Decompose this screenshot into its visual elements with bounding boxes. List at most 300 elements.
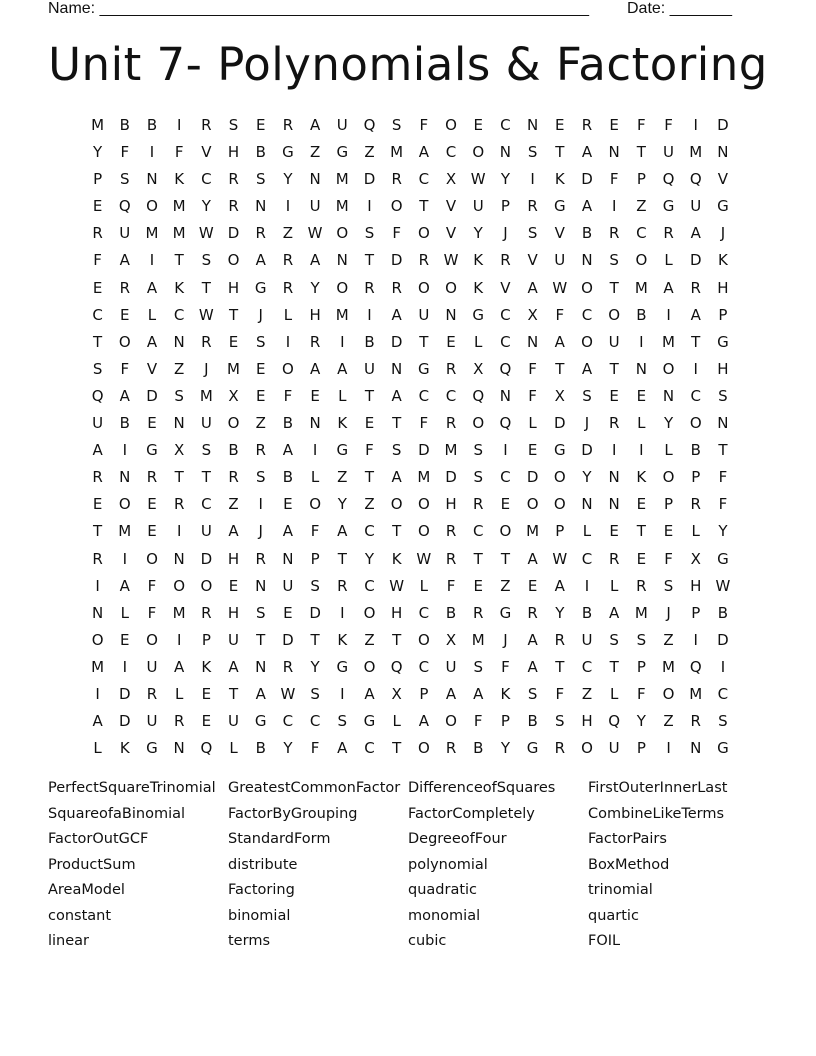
grid-letter: A (445, 684, 457, 703)
word-bank-item: quadratic (408, 882, 478, 898)
grid-letter: A (364, 684, 375, 703)
grid-letter: F (528, 386, 537, 405)
grid-letter: R (608, 224, 620, 243)
grid-letter: O (445, 116, 457, 134)
grid-letter: M (335, 305, 349, 324)
grid-letter: Y (310, 657, 320, 676)
grid-letter: A (119, 251, 130, 270)
grid-letter: P (691, 603, 701, 622)
grid-letter: F (310, 739, 320, 758)
grid-letter: J (204, 359, 209, 378)
grid-letter: P (310, 549, 320, 568)
grid-letter: R (500, 251, 511, 270)
grid-letter: D (390, 251, 403, 270)
grid-letter: I (176, 522, 182, 541)
grid-letter: I (340, 332, 345, 351)
grid-letter: E (255, 116, 266, 134)
grid-letter: T (93, 332, 103, 351)
grid-letter: C (581, 549, 593, 568)
grid-letter: I (693, 116, 698, 134)
grid-letter: M (634, 603, 648, 622)
grid-letter: G (418, 359, 430, 378)
word-bank-item: FactorByGrouping (228, 805, 358, 822)
grid-letter: P (636, 739, 646, 758)
word-bank-item: DegreeofFour (408, 831, 507, 847)
grid-letter: N (91, 603, 104, 622)
grid-letter: S (120, 170, 130, 189)
grid-letter: P (664, 495, 674, 514)
grid-letter: M (634, 278, 648, 297)
grid-letter: S (310, 684, 320, 703)
grid-letter: O (118, 332, 131, 351)
grid-letter: U (200, 414, 212, 433)
grid-letter: A (255, 684, 266, 703)
grid-letter: U (146, 657, 158, 676)
grid-letter: O (417, 630, 430, 649)
word-bank-item: PerfectSquareTrinomial (48, 780, 216, 796)
grid-letter: C (282, 712, 294, 731)
grid-letter: O (146, 549, 158, 568)
grid-letter: E (609, 522, 619, 541)
grid-letter: A (146, 332, 158, 351)
grid-letter: C (364, 576, 375, 595)
grid-letter: T (609, 657, 619, 676)
grid-letter: I (122, 441, 127, 460)
grid-letter: N (173, 414, 185, 433)
grid-letter: P (500, 197, 510, 216)
grid-letter: D (554, 414, 566, 433)
grid-letter: F (473, 712, 483, 731)
grid-letter: D (363, 170, 376, 189)
grid-letter: R (581, 116, 593, 134)
grid-letter: T (228, 684, 239, 703)
header-row (0, 0, 816, 20)
grid-letter: V (445, 224, 457, 243)
grid-letter: Z (364, 143, 375, 162)
grid-letter: X (445, 170, 457, 189)
grid-letter: I (367, 305, 372, 324)
grid-letter: B (636, 305, 647, 324)
grid-letter: S (527, 143, 538, 162)
grid-letter: N (173, 739, 185, 758)
grid-letter: Z (581, 684, 593, 703)
grid-letter: R (255, 224, 266, 243)
grid-letter: O (91, 630, 104, 649)
grid-letter: I (666, 739, 671, 758)
grid-letter: O (662, 684, 675, 703)
grid-letter: I (639, 441, 644, 460)
grid-letter: A (92, 712, 103, 731)
grid-letter: I (95, 576, 100, 595)
grid-letter: Q (118, 197, 131, 216)
grid-letter: N (309, 170, 321, 189)
grid-letter: E (228, 576, 239, 595)
grid-letter: K (174, 170, 185, 189)
grid-letter: Z (255, 414, 266, 433)
grid-letter: K (473, 278, 484, 297)
grid-letter: L (392, 712, 401, 731)
grid-letter: R (554, 630, 565, 649)
grid-letter: Z (282, 224, 294, 243)
grid-letter: R (690, 278, 701, 297)
grid-letter: B (581, 603, 593, 622)
grid-letter: A (309, 116, 321, 134)
grid-letter: O (662, 359, 675, 378)
grid-letter: R (445, 359, 457, 378)
word-bank-item: CombineLikeTerms (588, 805, 725, 822)
grid-letter: F (419, 414, 429, 433)
grid-letter: E (527, 441, 538, 460)
grid-letter: A (309, 359, 321, 378)
grid-letter: F (310, 522, 320, 541)
grid-letter: N (635, 359, 647, 378)
grid-letter: C (418, 170, 430, 189)
grid-letter: V (201, 143, 212, 162)
grid-letter: F (147, 603, 157, 622)
grid-letter: A (228, 657, 239, 676)
grid-letter: G (254, 712, 267, 731)
grid-letter: S (92, 359, 103, 378)
grid-letter: M (172, 603, 186, 622)
grid-letter: P (555, 522, 565, 541)
grid-letter: J (258, 522, 263, 541)
grid-letter: D (119, 684, 131, 703)
grid-letter: T (201, 468, 211, 487)
grid-letter: M (91, 657, 105, 676)
grid-letter: I (693, 359, 698, 378)
grid-letter: Y (473, 224, 483, 243)
grid-letter: O (309, 495, 321, 514)
grid-letter: S (609, 630, 619, 649)
grid-letter: O (553, 468, 566, 487)
grid-letter: G (146, 739, 158, 758)
grid-letter: G (553, 441, 566, 460)
grid-letter: N (119, 468, 131, 487)
grid-letter: E (663, 522, 674, 541)
grid-letter: Z (228, 495, 239, 514)
grid-letter: I (720, 657, 726, 676)
grid-letter: R (391, 278, 402, 297)
grid-letter: R (282, 251, 294, 270)
grid-letter: V (527, 251, 538, 270)
grid-letter: L (283, 305, 293, 324)
grid-letter: E (92, 495, 103, 514)
grid-letter: G (717, 332, 729, 351)
grid-letter: C (581, 305, 593, 324)
word-bank-item: GreatestCommonFactor (228, 780, 401, 796)
grid-letter: T (609, 278, 619, 297)
grid-letter: A (527, 549, 538, 568)
grid-letter: Q (662, 170, 675, 189)
grid-letter: A (609, 603, 620, 622)
grid-letter: I (693, 630, 698, 649)
grid-letter: U (608, 332, 620, 351)
date-field-line[interactable]: Date: _______ (627, 0, 732, 17)
grid-letter: I (639, 332, 644, 351)
grid-letter: N (608, 143, 620, 162)
grid-letter: Z (636, 197, 647, 216)
grid-letter: G (526, 739, 539, 758)
grid-letter: Y (500, 739, 510, 758)
grid-letter: C (201, 495, 212, 514)
grid-letter: T (174, 468, 184, 487)
grid-letter: R (636, 576, 647, 595)
grid-letter: O (417, 739, 430, 758)
grid-letter: F (93, 251, 102, 270)
grid-letter: G (472, 305, 485, 324)
grid-letter: O (363, 657, 376, 676)
grid-letter: K (391, 549, 402, 568)
grid-letter: M (526, 522, 540, 541)
word-bank-item: FactorPairs (588, 831, 667, 847)
grid-letter: O (227, 251, 240, 270)
grid-letter: O (445, 712, 457, 731)
grid-letter: T (392, 522, 402, 541)
grid-letter: T (392, 739, 402, 758)
grid-letter: T (636, 522, 646, 541)
grid-letter: M (444, 441, 458, 460)
grid-letter: C (418, 657, 430, 676)
grid-letter: N (662, 386, 675, 405)
grid-letter: F (120, 359, 130, 378)
grid-letter: Q (689, 657, 702, 676)
grid-letter: I (149, 251, 155, 270)
grid-letter: P (93, 170, 103, 189)
grid-letter: G (717, 739, 729, 758)
grid-letter: N (608, 468, 620, 487)
word-bank-item: constant (48, 907, 112, 924)
grid-letter: Z (174, 359, 185, 378)
grid-letter: E (147, 522, 157, 541)
grid-letter: R (201, 116, 212, 134)
grid-letter: O (417, 224, 430, 243)
grid-letter: K (174, 278, 185, 297)
grid-letter: I (122, 657, 127, 676)
grid-letter: U (363, 359, 375, 378)
word-bank-item: binomial (228, 907, 291, 924)
grid-letter: O (581, 739, 593, 758)
grid-letter: A (309, 251, 321, 270)
grid-letter: O (146, 630, 158, 649)
grid-letter: U (554, 251, 566, 270)
grid-letter: K (337, 414, 348, 433)
grid-letter: S (555, 712, 565, 731)
grid-letter: Z (663, 630, 674, 649)
word-bank-item: distribute (228, 856, 298, 873)
grid-letter: R (663, 224, 674, 243)
grid-letter: G (662, 197, 675, 216)
grid-letter: I (611, 441, 617, 460)
grid-letter: C (500, 305, 511, 324)
grid-letter: N (173, 549, 185, 568)
grid-letter: R (282, 278, 294, 297)
grid-letter: R (473, 495, 484, 514)
grid-letter: Q (499, 359, 512, 378)
grid-letter: C (445, 143, 457, 162)
grid-letter: V (500, 278, 511, 297)
grid-letter: B (581, 224, 593, 243)
grid-letter: H (227, 603, 240, 622)
grid-letter: I (340, 684, 345, 703)
grid-letter: Y (500, 170, 510, 189)
grid-letter: H (717, 359, 729, 378)
grid-letter: R (92, 549, 103, 568)
grid-letter: A (337, 522, 348, 541)
grid-letter: L (147, 305, 157, 324)
grid-letter: S (391, 116, 402, 134)
word-bank-item: AreaModel (48, 882, 125, 898)
grid-letter: O (282, 359, 294, 378)
grid-letter: R (445, 549, 457, 568)
grid-letter: G (336, 657, 349, 676)
grid-letter: X (473, 359, 484, 378)
grid-letter: R (554, 739, 565, 758)
grid-letter: D (200, 549, 213, 568)
grid-letter: H (309, 305, 321, 324)
word-bank-item: SquareofaBinomial (48, 805, 186, 822)
grid-letter: C (92, 305, 103, 324)
grid-letter: R (282, 116, 294, 134)
grid-letter: U (92, 414, 104, 433)
grid-letter: E (636, 549, 647, 568)
grid-letter: T (555, 657, 565, 676)
grid-letter: R (255, 441, 266, 460)
grid-letter: W (198, 305, 214, 324)
grid-letter: F (718, 468, 728, 487)
word-bank-item: FirstOuterInnerLast (588, 780, 728, 796)
grid-letter: N (255, 197, 267, 216)
grid-letter: Y (582, 468, 592, 487)
grid-letter: R (337, 576, 348, 595)
grid-letter: U (309, 197, 321, 216)
grid-letter: Y (663, 414, 674, 433)
grid-letter: E (283, 495, 293, 514)
grid-letter: Y (636, 712, 646, 731)
grid-letter: D (689, 251, 702, 270)
grid-letter: S (337, 712, 348, 731)
word-bank-item: monomial (408, 907, 481, 924)
grid-letter: E (609, 386, 619, 405)
grid-letter: Z (364, 495, 375, 514)
grid-letter: B (527, 712, 538, 731)
grid-letter: U (445, 657, 457, 676)
grid-letter: F (419, 116, 429, 134)
grid-letter: S (527, 224, 538, 243)
grid-letter: D (146, 386, 158, 405)
grid-letter: K (201, 657, 212, 676)
grid-letter: F (664, 116, 673, 134)
grid-letter: T (555, 143, 565, 162)
grid-letter: H (227, 278, 240, 297)
name-field-line[interactable]: Name: _______________________________________________________ (48, 0, 589, 17)
grid-letter: O (390, 495, 403, 514)
grid-letter: N (255, 657, 267, 676)
grid-letter: O (336, 224, 349, 243)
grid-letter: O (336, 278, 349, 297)
grid-letter: U (663, 143, 675, 162)
word-bank-item: DifferenceofSquares (408, 780, 556, 796)
grid-letter: S (255, 603, 266, 622)
grid-letter: N (581, 495, 593, 514)
grid-letter: S (473, 441, 483, 460)
grid-letter: B (119, 414, 130, 433)
grid-letter: D (717, 116, 729, 134)
word-bank-item: FactorOutGCF (48, 831, 149, 847)
grid-letter: E (446, 332, 456, 351)
grid-letter: J (584, 414, 590, 433)
grid-letter: F (501, 657, 510, 676)
grid-letter: Q (472, 386, 485, 405)
grid-letter: A (581, 143, 593, 162)
grid-letter: F (283, 386, 293, 405)
grid-letter: R (445, 522, 457, 541)
grid-letter: R (527, 603, 538, 622)
grid-letter: I (503, 441, 508, 460)
grid-letter: W (715, 576, 731, 595)
grid-letter: A (527, 278, 538, 297)
grid-letter: B (282, 414, 294, 433)
grid-letter: W (416, 549, 432, 568)
grid-letter: G (717, 549, 729, 568)
grid-letter: J (503, 630, 508, 649)
word-bank-item: terms (228, 933, 270, 949)
grid-letter: Q (689, 170, 702, 189)
grid-letter: M (199, 386, 213, 405)
grid-letter: B (228, 441, 239, 460)
grid-letter: R (473, 603, 484, 622)
grid-letter: Q (91, 386, 104, 405)
grid-letter: E (500, 495, 511, 514)
grid-letter: R (146, 684, 158, 703)
grid-letter: J (503, 224, 508, 243)
grid-letter: U (690, 197, 702, 216)
grid-letter: U (581, 630, 593, 649)
grid-letter: K (473, 251, 484, 270)
grid-letter: Z (337, 468, 348, 487)
grid-letter: A (418, 143, 429, 162)
grid-letter: A (581, 359, 593, 378)
grid-letter: P (201, 630, 211, 649)
word-bank-item: trinomial (588, 882, 653, 898)
grid-letter: K (717, 251, 728, 270)
grid-letter: G (553, 197, 566, 216)
grid-letter: O (227, 414, 240, 433)
grid-letter: W (552, 549, 568, 568)
grid-letter: A (690, 224, 701, 243)
grid-letter: S (228, 116, 239, 134)
grid-letter: E (92, 197, 103, 216)
grid-letter: H (227, 143, 240, 162)
grid-letter: O (417, 278, 430, 297)
grid-letter: O (472, 143, 485, 162)
grid-letter: R (201, 603, 212, 622)
grid-letter: O (146, 197, 158, 216)
grid-letter: O (553, 495, 566, 514)
grid-letter: C (309, 712, 321, 731)
grid-letter: F (392, 224, 401, 243)
grid-letter: F (609, 170, 619, 189)
grid-letter: A (554, 332, 565, 351)
grid-letter: X (527, 305, 538, 324)
grid-letter: T (228, 305, 239, 324)
grid-letter: K (636, 468, 647, 487)
grid-letter: M (227, 359, 240, 378)
grid-letter: E (283, 603, 293, 622)
grid-letter: T (636, 143, 646, 162)
grid-letter: R (92, 468, 103, 487)
grid-letter: Y (364, 549, 375, 568)
grid-letter: F (555, 305, 565, 324)
